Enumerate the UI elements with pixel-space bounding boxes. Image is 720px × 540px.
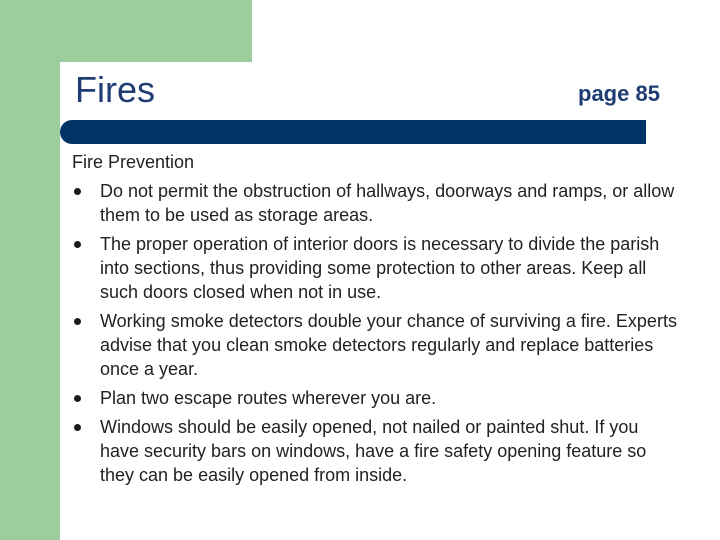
bullet-dot-icon — [74, 424, 81, 431]
bullet-text: Do not permit the obstruction of hallways, doorways and ramps, or allow them to be used as storage areas. — [100, 181, 675, 225]
section-heading: Fire Prevention — [72, 152, 195, 172]
bullet-dot-icon — [74, 241, 81, 248]
bullet-item — [72, 232, 682, 304]
bullet-text: The proper operation of interior doors is necessary to divide the parish into sections, thus providing some protection to other areas. Keep all such doors closed when not in use. — [100, 234, 660, 302]
green-side-band — [0, 0, 60, 540]
bullet-item — [72, 309, 682, 381]
green-corner-block — [0, 0, 252, 62]
slide-body — [72, 150, 682, 492]
bullet-list — [72, 179, 682, 487]
bullet-dot-icon — [74, 318, 81, 325]
slide-title: Fires — [75, 69, 155, 110]
title-underline-bar — [60, 120, 646, 144]
bullet-text: Working smoke detectors double your chance of surviving a fire. Experts advise that you clean smoke detectors regularly and replace batteries once a year. — [100, 311, 677, 379]
bullet-item — [72, 386, 682, 410]
bullet-item — [72, 415, 682, 487]
bullet-item — [72, 179, 682, 227]
bullet-text: Plan two escape routes wherever you are. — [100, 388, 437, 408]
bullet-text: Windows should be easily opened, not nailed or painted shut. If you have security bars on windows, have a fire safety opening feature so they can be easily opened from inside. — [100, 417, 647, 485]
page-number: page 85 — [578, 81, 660, 106]
bullet-dot-icon — [74, 188, 81, 195]
bullet-dot-icon — [74, 395, 81, 402]
